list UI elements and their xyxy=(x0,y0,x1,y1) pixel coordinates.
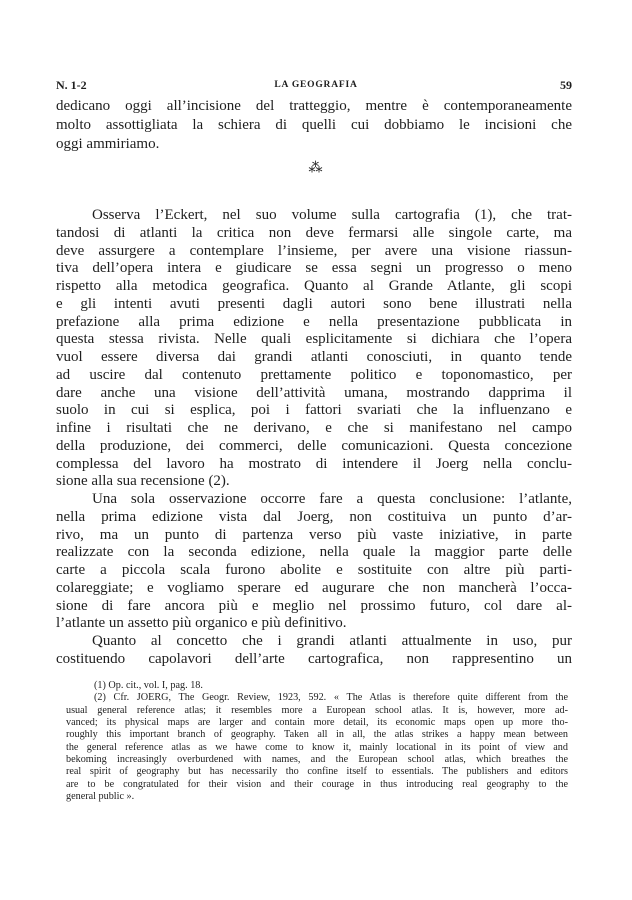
text-line: molto assottigliata la schiera di quelli cui dobbiamo le incisioni che xyxy=(56,117,572,134)
text-line: dare anche una visione dell’attività umana, mostrando dapprima il xyxy=(56,384,572,401)
text-line: nella prima edizione vista dal Joerg, non costituiva un punto d’ar- xyxy=(56,508,572,525)
footnote-line: real spirit of geography but has necessarily tho confine itself to essentials. The publishers and editors xyxy=(66,766,568,778)
footnote-line: (2) Cfr. JOERG, The Geogr. Review, 1923, 592. « The Atlas is therefore quite different from the xyxy=(94,692,568,704)
text-line: Osserva l’Eckert, nel suo volume sulla cartografia (1), che trat- xyxy=(92,207,572,223)
text-line: tiva dell’opera intera e giudicare se essa segni un progresso o meno xyxy=(56,260,572,277)
text-line: l’atlante un assetto più organico e più definitivo. xyxy=(56,615,347,632)
text-line: Una sola osservazione occorre fare a questa conclusione: l’atlante, xyxy=(92,491,572,507)
text-line: rispetto alla metodica geografica. Quanto al Grande Atlante, gli scopi xyxy=(56,278,572,294)
text-line: complessa del lavoro ha mostrato di intendere il Joerg nella conclu- xyxy=(56,455,572,472)
text-line: deve assurgere a contemplare l’insieme, per avere una visione riassun- xyxy=(56,242,572,259)
running-header-issue: N. 1-2 xyxy=(56,78,87,92)
footnote-line: general public ». xyxy=(66,791,135,803)
text-line: sione alla sua recensione (2). xyxy=(56,473,230,490)
text-line: realizzate con la seconda edizione, nella quale la maggior parte delle xyxy=(56,544,572,561)
text-line: colareggiate; e vogliamo sperare ed augurare che non mancherà l’occa- xyxy=(56,579,572,596)
text-line: vuol essere diversa dai grandi atlanti conosciuti, in quanto tende xyxy=(56,349,572,365)
text-line: sione di fare ancora più e meglio nel prossimo futuro, col dare al- xyxy=(56,597,572,614)
footnote-line: usual general reference atlas; it resembles more a European school atlas. It is, however, more ad- xyxy=(66,704,568,716)
text-line: rivo, ma un punto di partenza verso più vaste iniziative, in parte xyxy=(56,526,572,543)
footnote-line: vanced; its physical maps are larger and contain more detail, its economic maps open up more tho- xyxy=(66,717,568,729)
text-line: ad uscire dal contenuto prettamente politico e toponomastico, per xyxy=(56,366,572,383)
text-line: prefazione alla prima edizione e nella presentazione pubblicata in xyxy=(56,313,572,330)
footnote-line: the general reference atlas as we hawe come to know it, mainly locational in its point of view and xyxy=(66,741,568,753)
text-line: infine i risultati che ne derivano, e che si manifestano nel campo xyxy=(56,420,572,436)
page-number: 59 xyxy=(560,78,572,92)
footnote-line: (1) Op. cit., vol. I, pag. 18. xyxy=(94,680,203,691)
text-line: Quanto al concetto che i grandi atlanti attualmente in uso, pur xyxy=(92,633,572,649)
text-line: costituendo capolavori dell’arte cartografica, non rappresentino un xyxy=(56,650,572,667)
text-line: oggi ammiriamo. xyxy=(56,136,160,153)
text-line: suolo in cui si esplica, poi i fattori svariati che la influenzano e xyxy=(56,402,572,419)
footnote-line: roughly this important branch of geography. Taken all in all, the atlas strikes a happy mean between xyxy=(66,729,568,741)
footnote-line: bekoming increasingly overburdened with names, and the European school atlas, which breathes the xyxy=(66,754,568,766)
text-line: e gli intenti avuti presenti dagli autori sono bene illustrati nella xyxy=(56,295,572,312)
asterism-separator: ⁂ xyxy=(308,161,324,176)
text-line: questa stessa rivista. Nelle quali esplicitamente si dichiara che l’opera xyxy=(56,331,572,348)
footnote-line: are to be congratulated for their vision and their courage in thus introducing real geography to the xyxy=(66,778,568,790)
text-line: tandosi di atlanti la critica non deve fermarsi alle singole carte, ma xyxy=(56,224,572,241)
running-header-title: LA GEOGRAFIA xyxy=(274,80,358,90)
text-line: carte a piccola scala furono abolite e sostituite con altre più parti- xyxy=(56,562,572,578)
text-line: dedicano oggi all’incisione del tratteggio, mentre è contemporaneamente xyxy=(56,98,572,114)
text-line: della produzione, dei commerci, delle comunicazioni. Questa concezione xyxy=(56,437,572,454)
